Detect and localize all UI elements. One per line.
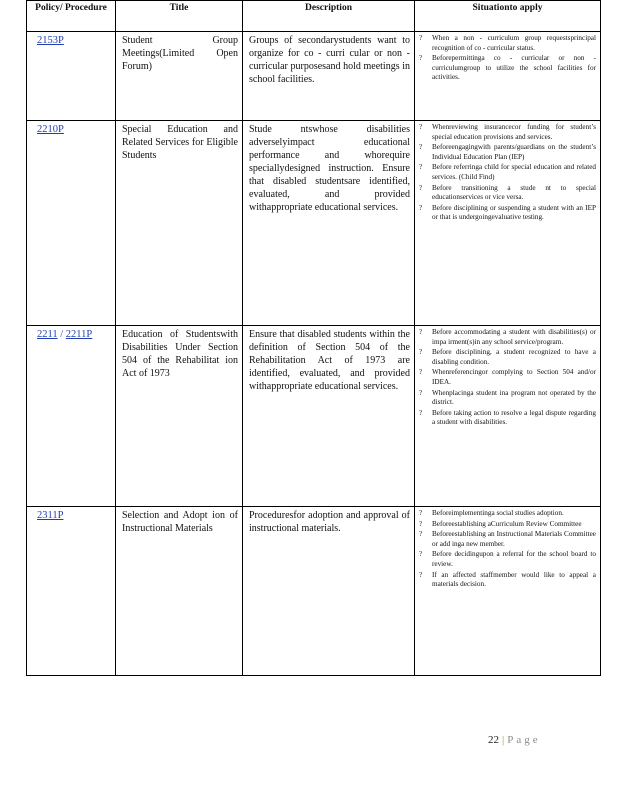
policy-id-cell [27, 121, 116, 326]
bullet-icon: ? [419, 54, 423, 63]
list-item [419, 550, 596, 569]
list-item [419, 328, 596, 347]
policy-id-cell [27, 507, 116, 676]
page-label: Page [507, 734, 541, 746]
table-row [27, 32, 601, 121]
situation-text: Whenreferencingor complying to Section 504 and/or IDEA. [432, 368, 596, 386]
table-row [27, 326, 601, 507]
list-item [419, 409, 596, 428]
policy-link[interactable]: 2311P [37, 510, 64, 521]
bullet-icon: ? [419, 143, 423, 152]
page-number: 22 [488, 734, 499, 746]
list-item [419, 163, 596, 182]
policy-title: Selection and Adopt ion of Instructional Materials [116, 507, 243, 676]
bullet-icon: ? [419, 550, 423, 559]
policy-id-separator: / [60, 329, 64, 340]
bullet-icon: ? [419, 203, 423, 212]
list-item [419, 143, 596, 162]
table-header-row [27, 1, 601, 32]
policy-description: Ensure that disabled students within the definition of Section 504 of the Rehabilitation Act of 1973 are identified, evaluated, and provided withappropriate educational services. [243, 326, 415, 507]
situation-text: Before accommodating a student with disabilities(s) or impa irment(s)in any school service/program. [432, 328, 596, 346]
policy-link[interactable]: 2210P [37, 124, 64, 135]
list-item [419, 530, 596, 549]
situations-list [419, 328, 596, 428]
situation-text: Whenplacinga student ina program not operated by the district. [432, 388, 596, 407]
list-item [419, 204, 596, 223]
bullet-icon: ? [419, 123, 423, 131]
situation-text: Before referringa child for special education and related services. (Child Find) [432, 163, 596, 181]
situations-list [419, 34, 596, 83]
list-item [419, 348, 596, 367]
list-item [419, 368, 596, 387]
policy-title: Special Education and Related Services for Eligible Students [116, 121, 243, 326]
situation-text: Beforeestablishing aCurriculum Review Committee [432, 519, 582, 528]
bullet-icon: ? [419, 368, 423, 377]
policy-link[interactable]: 2211P [65, 329, 93, 340]
policy-description: Stude ntswhose disabilities adverselyimpact educational performance and whorequire speciallydesigned instruction. Ensure that disabled studentsare identified, evaluated, and provided withappropriate educational services. [243, 121, 415, 326]
bullet-icon: ? [419, 388, 423, 397]
list-item [419, 184, 596, 203]
situation-text: Before taking action to resolve a legal dispute regarding a student with disabilities. [432, 408, 596, 427]
policy-description: Groups of secondarystudents want to organize for co - curri cular or non - curricular purposesand hold meetings in school facilities. [243, 32, 415, 121]
bullet-icon: ? [419, 328, 423, 336]
list-item [419, 571, 596, 590]
situations-list [419, 509, 596, 590]
policy-id-cell [27, 32, 116, 121]
list-item [419, 34, 596, 53]
situation-text: Beforeestablishing an Instructional Materials Committee or add inga new member. [432, 530, 596, 548]
bullet-icon: ? [419, 163, 423, 172]
policy-title: Student Group Meetings(Limited Open Forum) [116, 32, 243, 121]
policy-description: Proceduresfor adoption and approval of instructional materials. [243, 507, 415, 676]
page-footer [488, 734, 541, 746]
policy-link[interactable]: 2153P [37, 35, 64, 46]
situation-text: Whenreviewing insurancecor funding for student’s special education provisions and services. [432, 123, 596, 141]
situation-text: Beforeimplementinga social studies adoption. [432, 509, 564, 517]
situations-cell [415, 32, 601, 121]
situation-text: Before disciplining, a student recognized to have a disabling condition. [432, 348, 596, 366]
list-item [419, 123, 596, 142]
policy-title: Education of Studentswith Disabilities Under Section 504 of the Rehabilitat ion Act of 1973 [116, 326, 243, 507]
bullet-icon: ? [419, 519, 423, 528]
bullet-icon: ? [419, 348, 423, 357]
situations-cell [415, 121, 601, 326]
header-title: Title [116, 1, 243, 32]
policy-link[interactable]: 2211 [37, 329, 58, 340]
policy-table [26, 0, 601, 676]
list-item [419, 509, 596, 519]
bullet-icon: ? [419, 183, 423, 192]
situations-cell [415, 326, 601, 507]
list-item [419, 389, 596, 408]
header-description: Description [243, 1, 415, 32]
table-row [27, 507, 601, 676]
bullet-icon: ? [419, 530, 423, 539]
header-situation: Situationto apply [415, 1, 601, 32]
situation-text: Beforepermittinga co - curricular or non - curriculumgroup to utilize the school facilities for activities. [432, 54, 596, 82]
situation-text: Before decidingupon a referral for the school board to review. [432, 550, 596, 568]
list-item [419, 520, 596, 530]
situations-cell [415, 507, 601, 676]
bullet-icon: ? [419, 570, 423, 579]
table-row [27, 121, 601, 326]
situation-text: Beforeengagingwith parents/guardians on the student’s Individual Education Plan (IEP) [432, 143, 596, 161]
bullet-icon: ? [419, 408, 423, 417]
policy-id-cell [27, 326, 116, 507]
header-policy: Policy/ Procedure [27, 1, 116, 32]
situations-list [419, 123, 596, 223]
bullet-icon: ? [419, 509, 423, 517]
situation-text: When a non - curriculum group requestsprincipal recognition of co - curricular status. [432, 34, 596, 52]
situation-text: Before disciplining or suspending a student with an IEP or that is undergoingevaluative testing. [432, 203, 596, 222]
situation-text: Before transitioning a stude nt to special educationservices or vice versa. [432, 183, 596, 202]
list-item [419, 54, 596, 83]
bullet-icon: ? [419, 34, 423, 42]
situation-text: If an affected staffmember would like to appeal a materials decision. [432, 570, 596, 589]
page-separator: | [502, 734, 505, 746]
